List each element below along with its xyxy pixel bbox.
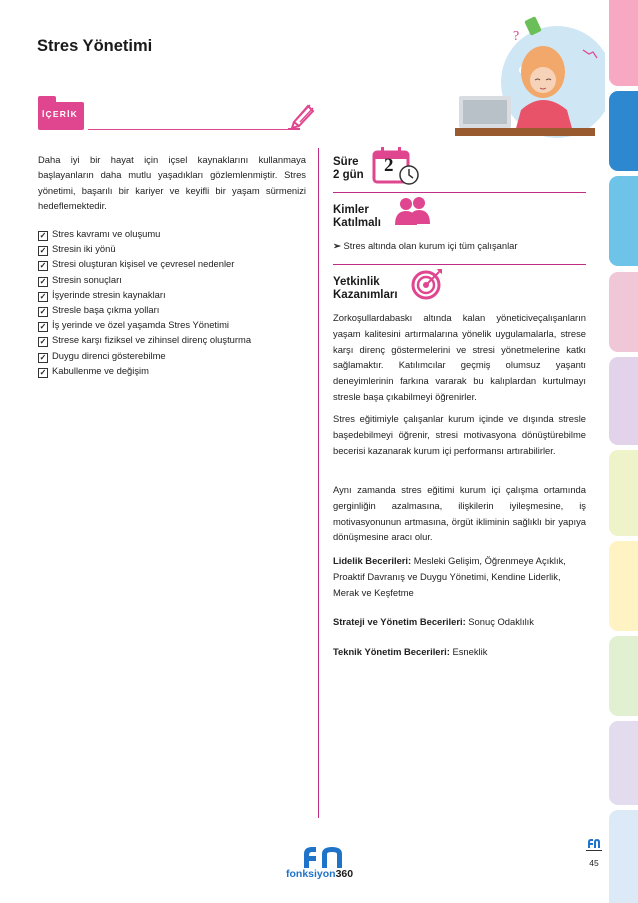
side-tab-3[interactable] [609, 176, 638, 266]
list-item: ✓ Kabullenme ve değişim [39, 364, 149, 377]
participants-item: ➢ Stres altında olan kurum içi tüm çalışanlar [333, 240, 518, 251]
page-title: Stres Yönetimi [37, 37, 153, 55]
page-number-rule [586, 850, 602, 851]
list-item: ✓ Duygu direnci gösterebilme [39, 349, 166, 362]
fn-small-logo-icon [587, 838, 601, 848]
side-tab-7[interactable] [609, 541, 638, 631]
side-tab-4[interactable] [609, 272, 638, 352]
svg-text:?: ? [513, 29, 520, 44]
page-number: 45 [589, 858, 599, 868]
arrow-icon: ➢ [333, 240, 341, 251]
intro-paragraph: Daha iyi bir hayat için içsel kaynaklarını kullanmaya başlayanların daha mutlu yaşadıkları gözlemlenmiştir. Stres yönetimi, başarılı bir kariyer ve keyifli bir yaşam sürmenizi hedeflemektedir. [38, 154, 306, 212]
list-item: ✓ Stres kavramı ve oluşumu [39, 228, 161, 240]
section-label: İÇERİK [42, 109, 79, 119]
side-tab-8[interactable] [609, 636, 638, 716]
list-item: ✓ Strese karşı fiziksel ve zihinsel direnç oluşturma [39, 334, 252, 347]
page-number-block [586, 838, 602, 871]
checkbox-icon: ✓ [39, 246, 47, 256]
skills-strategy: Strateji ve Yönetim Becerileri: Sonuç Odaklılık [333, 616, 534, 627]
calendar-clock-icon [372, 146, 422, 186]
competency-paragraph-3: Aynı zamanda stres eğitimi kurum içi çalışma ortamında gerginliğin azalmasına, ilişkilerin iyileşmesine, iş motivasyonunun artmasına, örgüt ikliminin sağlıklı bir yapıya dönüşmesine aracı olur. [333, 484, 586, 543]
list-item: ✓ Stresle başa çıkma yolları [39, 304, 160, 317]
checkbox-icon: ✓ [39, 291, 47, 301]
checkbox-icon: ✓ [39, 261, 47, 271]
checkbox-icon: ✓ [39, 352, 47, 362]
side-tab-6[interactable] [609, 450, 638, 536]
list-item: ✓ Stresin iki yönü [39, 243, 116, 256]
list-item: ✓ İş yerinde ve özel yaşamda Stres Yönetimi [39, 319, 229, 332]
stressed-woman-illustration [455, 10, 605, 138]
duration-heading: Süre 2 gün [333, 156, 364, 181]
competency-heading: Yetkinlik Kazanımları [333, 276, 398, 301]
brand-suffix: 360 [335, 868, 354, 880]
target-icon [410, 267, 444, 301]
skills-leadership: Lidelik Becerileri: Mesleki Gelişim, Öğrenmeye Açıklık, Proaktif Davranış ve Duygu Yönetimi, Kendine Liderlik, Merak ve Keşfetme [333, 555, 566, 598]
side-tab-10[interactable] [609, 810, 638, 903]
list-item: ✓ İşyerinde stresin kaynakları [39, 288, 166, 301]
checkbox-icon: ✓ [39, 322, 47, 332]
competency-paragraph-2: Stres eğitimiyle çalışanlar kurum içinde ve dışında stresle başedebilmeyi öğrenir, stresi motivasyona dönüştürebilme becerisi kazanarak kurum içi performansı artırabilirler. [333, 413, 586, 456]
fn-logo-icon [300, 846, 350, 868]
side-tab-1[interactable] [609, 0, 638, 86]
participants-heading: Kimler Katılmalı [333, 204, 381, 229]
column-divider [318, 148, 319, 818]
list-item: ✓ Stresi oluşturan kişisel ve çevresel nedenler [39, 258, 235, 271]
content-checklist [38, 226, 313, 378]
checkbox-icon: ✓ [39, 276, 47, 286]
list-item: ✓ Stresin sonuçları [39, 273, 122, 286]
calendar-number: 2 [384, 155, 394, 176]
divider [333, 264, 586, 265]
divider [333, 192, 586, 193]
side-tab-5[interactable] [609, 357, 638, 445]
side-tab-9[interactable] [609, 721, 638, 805]
pencil-icon [288, 100, 318, 130]
section-underline [88, 129, 296, 130]
checkbox-icon: ✓ [39, 337, 47, 347]
people-icon [394, 195, 430, 227]
checkbox-icon: ✓ [39, 367, 47, 377]
competency-paragraph-1: Zorkoşullardabaskı altında kalan yöneticiveçalışanların yaşam kalitesini artırmalarına yönelik uygulamalarla, strese karşı direnç göstermelerini ve stresi yönetmelerine katkı sağlamaktır. Katılımcılar geçmiş olumsuz yaşantı deneyimlerinin farkına vararak bu kalıplardan kurtulmayı stresle başa çıkabilmeyi öğrenirler. [333, 312, 586, 402]
checkbox-icon: ✓ [39, 231, 47, 240]
folder-icon [38, 96, 84, 130]
side-tab-2[interactable] [609, 91, 638, 171]
checkbox-icon: ✓ [39, 307, 47, 317]
brand-name: fonksiyon [286, 868, 336, 880]
skills-technical: Teknik Yönetim Becerileri: Esneklik [333, 646, 488, 657]
